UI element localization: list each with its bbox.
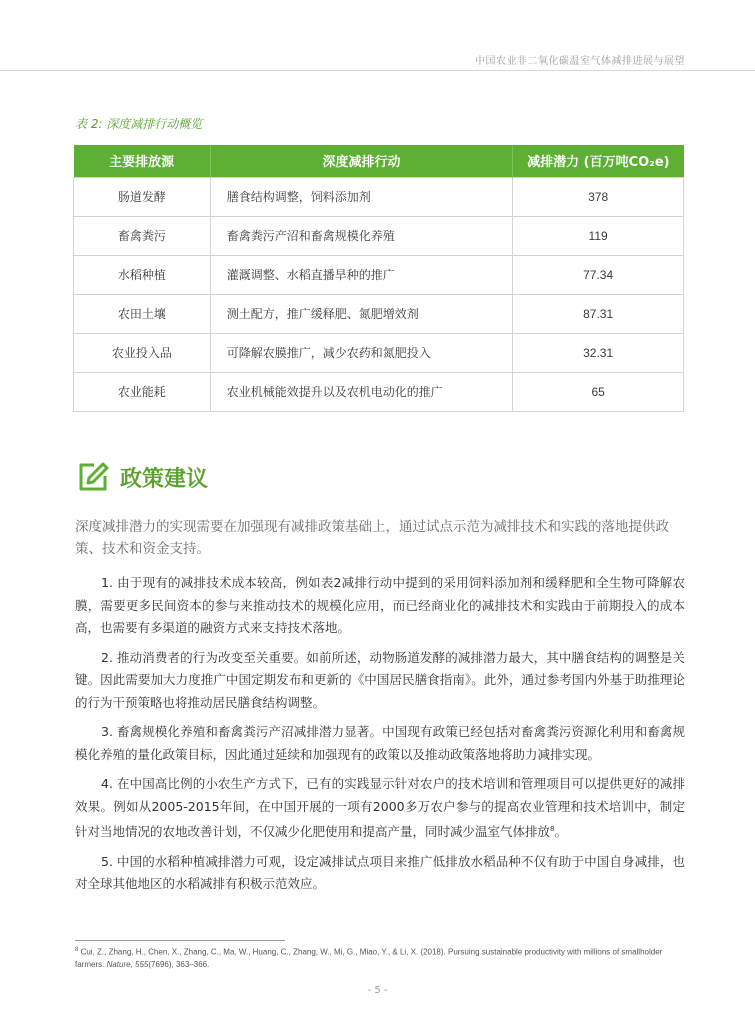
cell-potential: 87.31 <box>513 294 684 333</box>
table-row <box>74 294 684 333</box>
cell-potential: 119 <box>513 216 684 255</box>
policy-recommendations-list <box>75 572 685 903</box>
section-title: 政策建议 <box>120 466 209 492</box>
cell-action: 膳食结构调整，饲料添加剂 <box>210 177 512 216</box>
header-divider <box>0 70 755 71</box>
cell-potential: 65 <box>513 372 684 411</box>
cell-source: 肠道发酵 <box>74 177 211 216</box>
table-row <box>74 255 684 294</box>
table-row <box>74 333 684 372</box>
footnote-divider <box>75 940 285 941</box>
cell-potential: 32.31 <box>513 333 684 372</box>
cell-action: 农业机械能效提升以及农机电动化的推广 <box>210 372 512 411</box>
footnote-text: Cui, Z., Zhang, H., Chen, X., Zhang, C., Ma, W., Huang, C., Zhang, W., Mi, G., Miao, Y., & Li, X. (2018). Pursuing sustainable productivity with millions of smallholder farmers. <box>75 947 663 969</box>
edit-icon <box>76 460 110 494</box>
table-row <box>74 177 684 216</box>
cell-action: 可降解农膜推广，减少农药和氮肥投入 <box>210 333 512 372</box>
cell-action: 测土配方，推广缓释肥、氮肥增效剂 <box>210 294 512 333</box>
cell-source: 畜禽粪污 <box>74 216 211 255</box>
list-item: 3. 畜禽规模化养殖和畜禽粪污产沼减排潜力显著。中国现有政策已经包括对畜禽粪污资源化利用和畜禽规模化养殖的量化政策目标，因此通过延续和加强现有的政策以及推动政策落地将助力减排实现。 <box>75 724 685 762</box>
running-header: 中国农业非二氧化碳温室气体减排进展与展望 <box>475 56 685 67</box>
footnote-number: 8 <box>75 947 79 953</box>
column-header-potential: 减排潜力 (百万吨CO₂e) <box>513 145 684 177</box>
footnote-ref[interactable]: 8 <box>550 825 555 833</box>
cell-source: 水稻种植 <box>74 255 211 294</box>
column-header-action: 深度减排行动 <box>210 145 512 177</box>
section-intro: 深度减排潜力的实现需要在加强现有减排政策基础上，通过试点示范为减排技术和实践的落地提供政策、技术和资金支持。 <box>75 519 669 557</box>
list-item: 2. 推动消费者的行为改变至关重要。如前所述，动物肠道发酵的减排潜力最大，其中膳食结构的调整是关键。因此需要加大力度推广中国定期发布和更新的《中国居民膳食指南》。此外，通过参考国内外基于助推理论的行为干预策略也将推动居民膳食结构调整。 <box>75 649 685 710</box>
cell-source: 农田土壤 <box>74 294 211 333</box>
list-item-text: 4. 在中国高比例的小农生产方式下，已有的实践显示针对农户的技术培训和管理项目可以提供更好的减排效果。例如从2005-2015年间，在中国开展的一项有2000多万农户参与的提高农业管理和技术培训中，制定针对当地情况的农地改善计划，不仅减少化肥使用和提高产量，同时减少温室气体排放 <box>75 776 685 840</box>
table-row <box>74 372 684 411</box>
footnote <box>75 944 690 971</box>
column-header-source: 主要排放源 <box>74 145 211 177</box>
footnote-rest: (7696), 363–366. <box>148 959 210 969</box>
cell-potential: 378 <box>513 177 684 216</box>
table-header-row <box>74 145 684 177</box>
reduction-actions-table <box>73 145 684 412</box>
list-item: 5. 中国的水稻种植减排潜力可观，设定减排试点项目来推广低排放水稻品种不仅有助于中国自身减排，也对全球其他地区的水稻减排有积极示范效应。 <box>75 853 685 892</box>
cell-action: 畜禽粪污产沼和畜禽规模化养殖 <box>210 216 512 255</box>
list-item: 1. 由于现有的减排技术成本较高，例如表2减排行动中提到的采用饲料添加剂和缓释肥和全生物可降解农膜，需要更多民间资本的参与来推动技术的规模化应用，而已经商业化的减排技术和实践由于前期投入的成本高，也需要有多渠道的融资方式来支持技术落地。 <box>75 575 685 635</box>
page-number: - 5 - <box>367 985 388 996</box>
list-item-end: 。 <box>554 824 567 840</box>
table-caption: 表 2: 深度减排行动概览 <box>75 117 203 131</box>
cell-action: 灌溉调整、水稻直播旱种的推广 <box>210 255 512 294</box>
table-row <box>74 216 684 255</box>
cell-source: 农业能耗 <box>74 372 211 411</box>
cell-source: 农业投入品 <box>74 333 211 372</box>
section-heading <box>76 460 208 494</box>
footnote-journal: Nature, 555 <box>106 959 149 969</box>
list-item <box>75 773 685 844</box>
cell-potential: 77.34 <box>513 255 684 294</box>
